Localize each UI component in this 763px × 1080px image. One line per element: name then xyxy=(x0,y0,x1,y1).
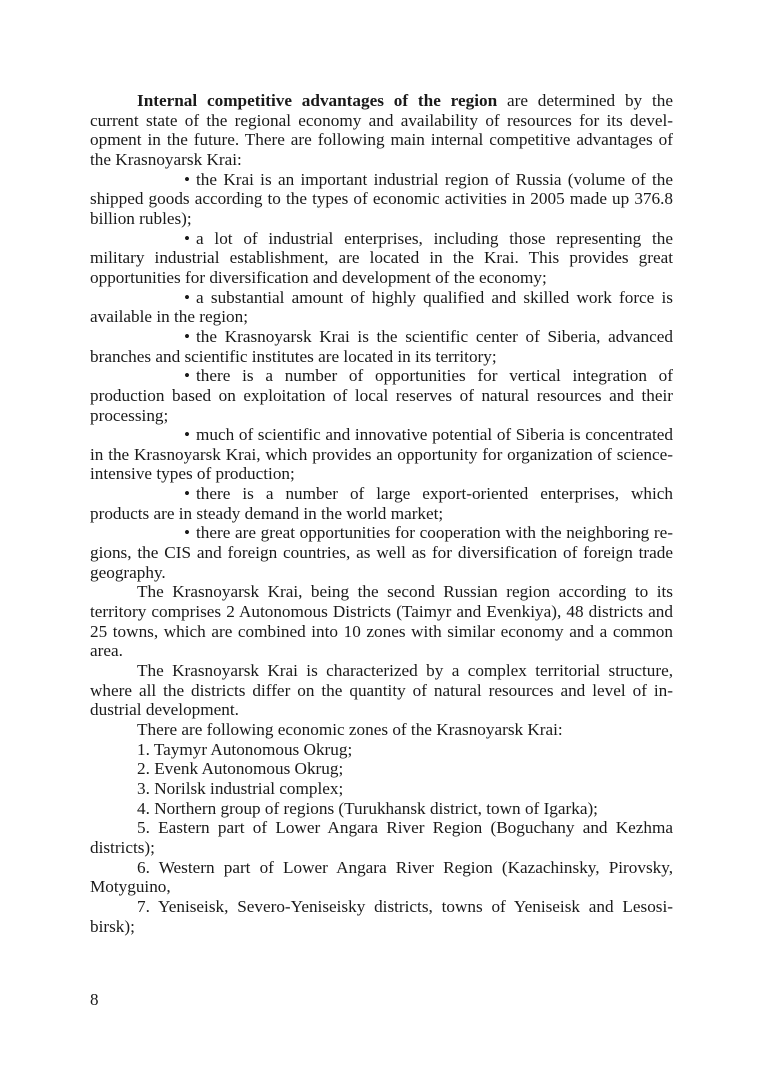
zone-item: 6. Western part of Lower Angara River Region (Kazachinsky, Pirovsky, Motyguino, xyxy=(90,857,673,897)
zone-item: 3. Norilsk industrial complex; xyxy=(137,778,344,798)
zone-item: 5. Eastern part of Lower Angara River Region (Boguchany and Kezhma districts); xyxy=(90,818,673,857)
territory-paragraph: The Krasnoyarsk Krai, being the second Russian region according to its territory comprises 2 Autonomous Districts (Taimyr and Evenkiya), 48 districts and 25 towns, which are combined into 10 zones with similar economy and a common area. xyxy=(90,582,673,661)
advantage-text: the Krai is an important industrial region of Russia (volume of the shipped goods according to the types of economic activities in 2005 made up 376.8 billion rubles); xyxy=(90,169,673,228)
advantage-item xyxy=(90,484,673,523)
advantage-item xyxy=(90,170,673,229)
zone-item: 4. Northern group of regions (Turukhansk district, town of Igarka); xyxy=(137,798,598,818)
advantage-item xyxy=(90,229,673,288)
advantage-text: a substantial amount of highly qualified and skilled work force is available in the region; xyxy=(90,287,673,327)
bullet-icon: • xyxy=(184,523,191,543)
zone-item: 2. Evenk Autonomous Okrug; xyxy=(137,759,344,779)
bullet-icon: • xyxy=(184,326,191,346)
advantage-item xyxy=(90,327,673,366)
advantage-text: much of scientific and innovative potential of Siberia is concentrated in the Krasnoyarsk Krai, which provides an opportunity for organization of science-intensive types of production; xyxy=(90,425,673,484)
bullet-icon: • xyxy=(184,484,191,504)
zones-list xyxy=(90,740,673,937)
zone-item: 7. Yeniseisk, Severo-Yeniseisky districts, towns of Yeniseisk and Lesosibirsk); xyxy=(90,896,673,936)
advantage-item xyxy=(90,523,673,582)
bullet-icon: • xyxy=(184,425,191,445)
advantage-text: there is a number of large export-oriented enterprises, which products are in steady demand in the world market; xyxy=(90,484,673,523)
zone-item: 1. Taymyr Autonomous Okrug; xyxy=(137,739,353,759)
bullet-icon: • xyxy=(184,169,191,189)
bullet-icon: • xyxy=(184,366,191,386)
bullet-icon: • xyxy=(184,228,191,248)
advantage-item xyxy=(90,366,673,425)
advantage-text: there are great opportunities for cooperation with the neighboring regions, the CIS and foreign countries, as well as for diversification of foreign trade geography. xyxy=(90,523,673,582)
bullet-icon: • xyxy=(184,287,191,307)
advantages-list xyxy=(90,170,673,583)
advantage-text: a lot of industrial enterprises, including those representing the military industrial establishment, are located in the Krai. This provides great opportunities for diversification and development of the economy; xyxy=(90,228,673,287)
intro-bold-lead: Internal competitive advantages of the region xyxy=(137,91,498,110)
structure-paragraph: The Krasnoyarsk Krai is characterized by a complex territorial structure, where all the districts differ on the quantity of natural resources and level of industrial development. xyxy=(90,661,673,720)
zones-intro: There are following economic zones of the Krasnoyarsk Krai: xyxy=(137,720,563,739)
document-page xyxy=(90,91,673,936)
advantage-text: the Krasnoyarsk Krai is the scientific center of Siberia, advanced branches and scientific institutes are located in its territory; xyxy=(90,326,673,366)
intro-text: are determined by the current state of the regional economy and availability of resources for its development in the future. There are following main internal competitive advantages of the Krasnoyarsk Krai: xyxy=(90,91,673,169)
advantage-item xyxy=(90,425,673,484)
advantage-item xyxy=(90,288,673,327)
page-number: 8 xyxy=(90,990,99,1009)
advantage-text: there is a number of opportunities for vertical integration of production based on exploitation of local reserves of natural resources and their processing; xyxy=(90,366,673,425)
intro-paragraph xyxy=(90,91,673,170)
